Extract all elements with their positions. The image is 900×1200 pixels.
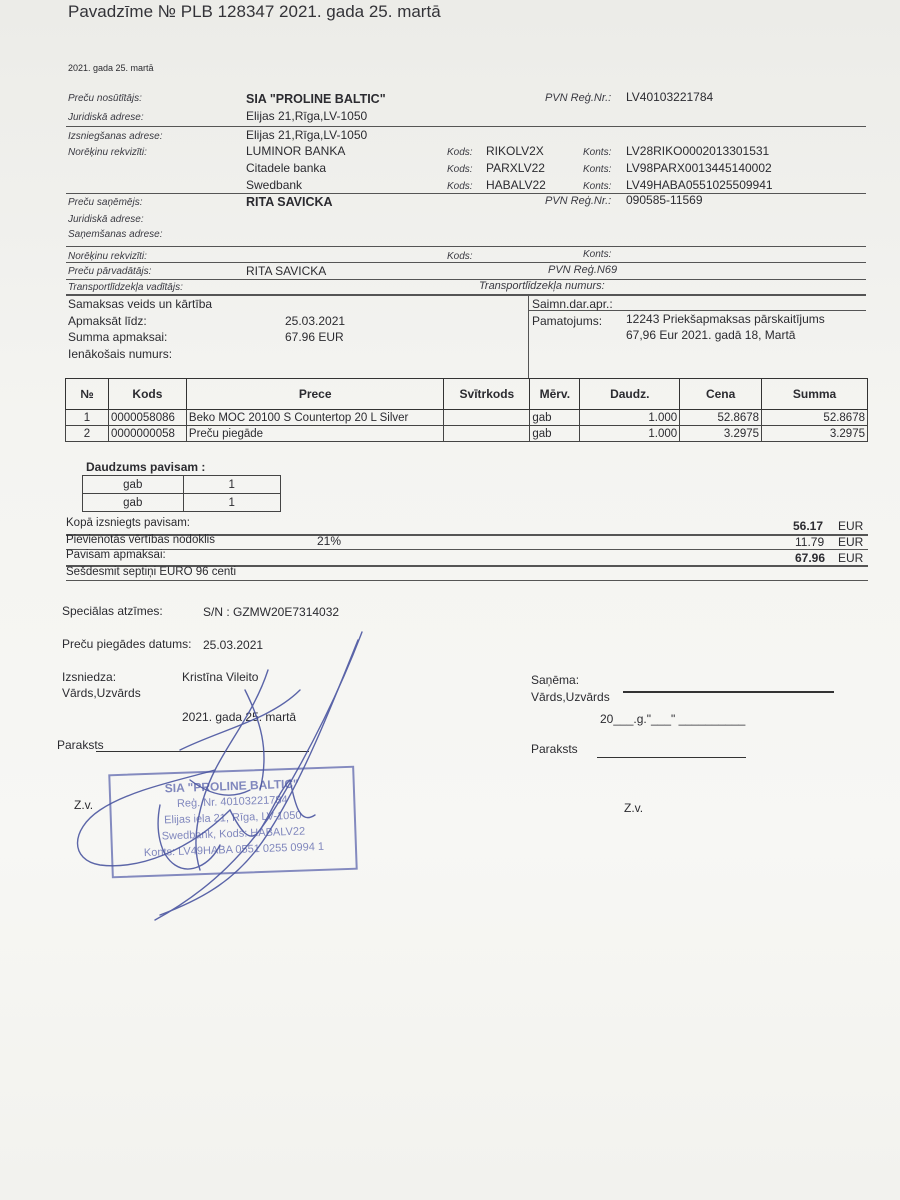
delivery-date-label: Preču piegādes datums: xyxy=(62,637,192,651)
col-header-qty: Daudz. xyxy=(580,379,680,410)
payment-due: 25.03.2021 xyxy=(285,314,346,328)
currency: EUR xyxy=(838,519,864,533)
bank-account: LV49HABA0551025509941 xyxy=(626,178,773,192)
bank-code: RIKOLV2X xyxy=(486,144,544,158)
bank-details-label: Norēķinu rekvizīti: xyxy=(68,147,147,158)
row-sum: 52.8678 xyxy=(762,410,868,426)
col-header-unit: Mērv. xyxy=(530,379,580,410)
received-by-label: Saņēma: xyxy=(531,673,580,687)
incoming-number-label: Ienākošais numurs: xyxy=(68,347,173,361)
col-header-code: Kods xyxy=(108,379,186,410)
currency: EUR xyxy=(838,551,864,565)
list-item xyxy=(83,494,281,512)
pay-total-label: Pavisam apmaksai: xyxy=(66,549,166,561)
col-header-sum: Summa xyxy=(762,379,868,410)
special-notes: S/N : GZMW20E7314032 xyxy=(203,605,340,619)
receiver-address-label: Saņemšanas adrese: xyxy=(68,229,163,240)
bank-account-label: Konts: xyxy=(583,181,612,192)
payment-sum: 67.96 EUR xyxy=(285,330,344,344)
table-row xyxy=(66,410,868,426)
issue-address-label: Izsniegšanas adrese: xyxy=(68,131,163,142)
received-sign-label: Paraksts xyxy=(531,742,578,756)
carrier-pvn-label: PVN Reģ.N69 xyxy=(548,264,618,276)
sender-label: Preču nosūtītājs: xyxy=(68,93,142,104)
invoice-date-small: 2021. gada 25. martā xyxy=(68,63,154,73)
basis-label: Pamatojums: xyxy=(532,314,603,328)
table-row xyxy=(66,426,868,442)
sender-name: SIA "PROLINE BALTIC" xyxy=(246,92,386,106)
row-price: 3.2975 xyxy=(680,426,762,442)
stamp-line-4: Swedbank, Kods: HABALV22 xyxy=(161,825,306,843)
bank-account: LV28RIKO0002013301531 xyxy=(626,144,770,158)
row-barcode xyxy=(444,426,530,442)
items-header-row xyxy=(66,379,868,410)
receiver-name: RITA SAVICKA xyxy=(246,195,333,209)
stamp-line-2: Reģ. Nr. 40103221784 xyxy=(176,794,288,810)
col-header-price: Cena xyxy=(680,379,762,410)
quantity-total-title: Daudzums pavisam : xyxy=(86,460,206,474)
issued-name-label: Vārds,Uzvārds xyxy=(62,686,141,700)
payment-method-label: Samaksas veids un kārtība xyxy=(68,297,213,311)
bank-code-label: Kods: xyxy=(447,147,473,158)
bank-code-label: Kods: xyxy=(447,164,473,175)
bank-name: Citadele banka xyxy=(246,161,327,175)
row-product: Beko MOC 20100 S Countertop 20 L Silver xyxy=(186,410,444,426)
amount-in-words: Sešdesmit septiņi EURO 96 centi xyxy=(66,566,237,578)
row-qty: 1.000 xyxy=(580,410,680,426)
delivery-date: 25.03.2021 xyxy=(203,638,264,652)
vat-rate: 21% xyxy=(317,534,342,548)
vat-label: Pievienotās vērtības nodoklis xyxy=(66,534,215,546)
driver-label: Transportlīdzekļa vadītājs: xyxy=(68,282,183,293)
issue-address: Elijas 21,Rīga,LV-1050 xyxy=(246,128,368,142)
operation-label: Saimn.dar.apr.: xyxy=(532,297,613,311)
receiver-legal-label: Juridiskā adrese: xyxy=(68,214,144,225)
bank-account: LV98PARX0013445140002 xyxy=(626,161,772,175)
carrier-label: Preču pārvadātājs: xyxy=(68,266,152,277)
bank-name: LUMINOR BANKA xyxy=(246,144,346,158)
receiver-label: Preču saņēmējs: xyxy=(68,197,143,208)
row-code: 0000000058 xyxy=(108,426,186,442)
receiver-account-label: Konts: xyxy=(583,249,612,260)
row-sum: 3.2975 xyxy=(762,426,868,442)
basis-line-2: 67,96 Eur 2021. gadā 18, Martā xyxy=(626,328,796,342)
currency: EUR xyxy=(838,535,864,549)
row-unit: gab xyxy=(530,410,580,426)
carrier-name: RITA SAVICKA xyxy=(246,264,327,278)
payment-sum-label: Summa apmaksai: xyxy=(68,330,168,344)
bank-account-label: Konts: xyxy=(583,147,612,158)
qty-unit: gab xyxy=(83,494,184,512)
col-header-product: Prece xyxy=(186,379,444,410)
special-notes-label: Speciālas atzīmes: xyxy=(62,604,163,618)
sender-pvn: LV40103221784 xyxy=(626,90,714,104)
issued-total-label: Kopā izsniegts pavisam: xyxy=(66,517,191,529)
stamp-line-1: SIA "PROLINE BALTIC" xyxy=(164,776,299,796)
quantity-total-table xyxy=(82,475,281,512)
pay-total: 67.96 xyxy=(795,551,826,565)
items-table xyxy=(65,378,868,442)
legal-address: Elijas 21,Rīga,LV-1050 xyxy=(246,109,368,123)
issued-date: 2021. gada 25. martā xyxy=(182,710,297,724)
issued-by-label: Izsniedza: xyxy=(62,670,117,684)
row-number: 2 xyxy=(66,426,109,442)
handwritten-signature xyxy=(40,630,380,930)
bank-code-label: Kods: xyxy=(447,181,473,192)
bank-account-label: Konts: xyxy=(583,164,612,175)
receiver-bank-label: Norēķinu rekvizīti: xyxy=(68,251,147,262)
sender-pvn-label: PVN Reģ.Nr.: xyxy=(545,92,612,104)
col-header-number: № xyxy=(66,379,109,410)
bank-code: PARXLV22 xyxy=(486,161,545,175)
basis-line-1: 12243 Priekšapmaksas pārskaitījums xyxy=(626,312,825,326)
qty-value: 1 xyxy=(183,476,280,494)
receiver-pvn: 090585-11569 xyxy=(626,193,703,207)
bank-name: Swedbank xyxy=(246,178,303,192)
row-code: 0000058086 xyxy=(108,410,186,426)
bank-code: HABALV22 xyxy=(486,178,546,192)
col-header-barcode: Svītrkods xyxy=(444,379,530,410)
row-number: 1 xyxy=(66,410,109,426)
stamp-line-3: Elijas iela 21, Rīga, LV-1050 xyxy=(163,809,302,827)
issued-total: 56.17 xyxy=(793,519,824,533)
receiver-code-label: Kods: xyxy=(447,251,473,262)
vat-amount: 11.79 xyxy=(795,535,825,549)
vehicle-label: Transportlīdzekļa numurs: xyxy=(479,280,605,292)
row-unit: gab xyxy=(530,426,580,442)
received-name-label: Vārds,Uzvārds xyxy=(531,690,610,704)
received-seal-label: Z.v. xyxy=(624,801,644,815)
row-product: Preču piegāde xyxy=(186,426,444,442)
row-price: 52.8678 xyxy=(680,410,762,426)
qty-value: 1 xyxy=(183,494,280,512)
payment-due-label: Apmaksāt līdz: xyxy=(68,314,147,328)
receiver-pvn-label: PVN Reģ.Nr.: xyxy=(545,195,612,207)
legal-address-label: Juridiskā adrese: xyxy=(68,112,144,123)
qty-unit: gab xyxy=(83,476,184,494)
received-date: 20___.g."___" __________ xyxy=(600,712,746,726)
list-item xyxy=(83,476,281,494)
issued-by-name: Kristīna Vileito xyxy=(182,670,259,684)
row-barcode xyxy=(444,410,530,426)
row-qty: 1.000 xyxy=(580,426,680,442)
invoice-title: Pavadzīme № PLB 128347 2021. gada 25. martā xyxy=(68,2,441,21)
issued-seal-label: Z.v. xyxy=(74,798,94,812)
issued-sign-label: Paraksts xyxy=(57,738,104,752)
stamp-line-5: Konts: LV49HABA 0551 0255 0994 1 xyxy=(143,840,325,860)
